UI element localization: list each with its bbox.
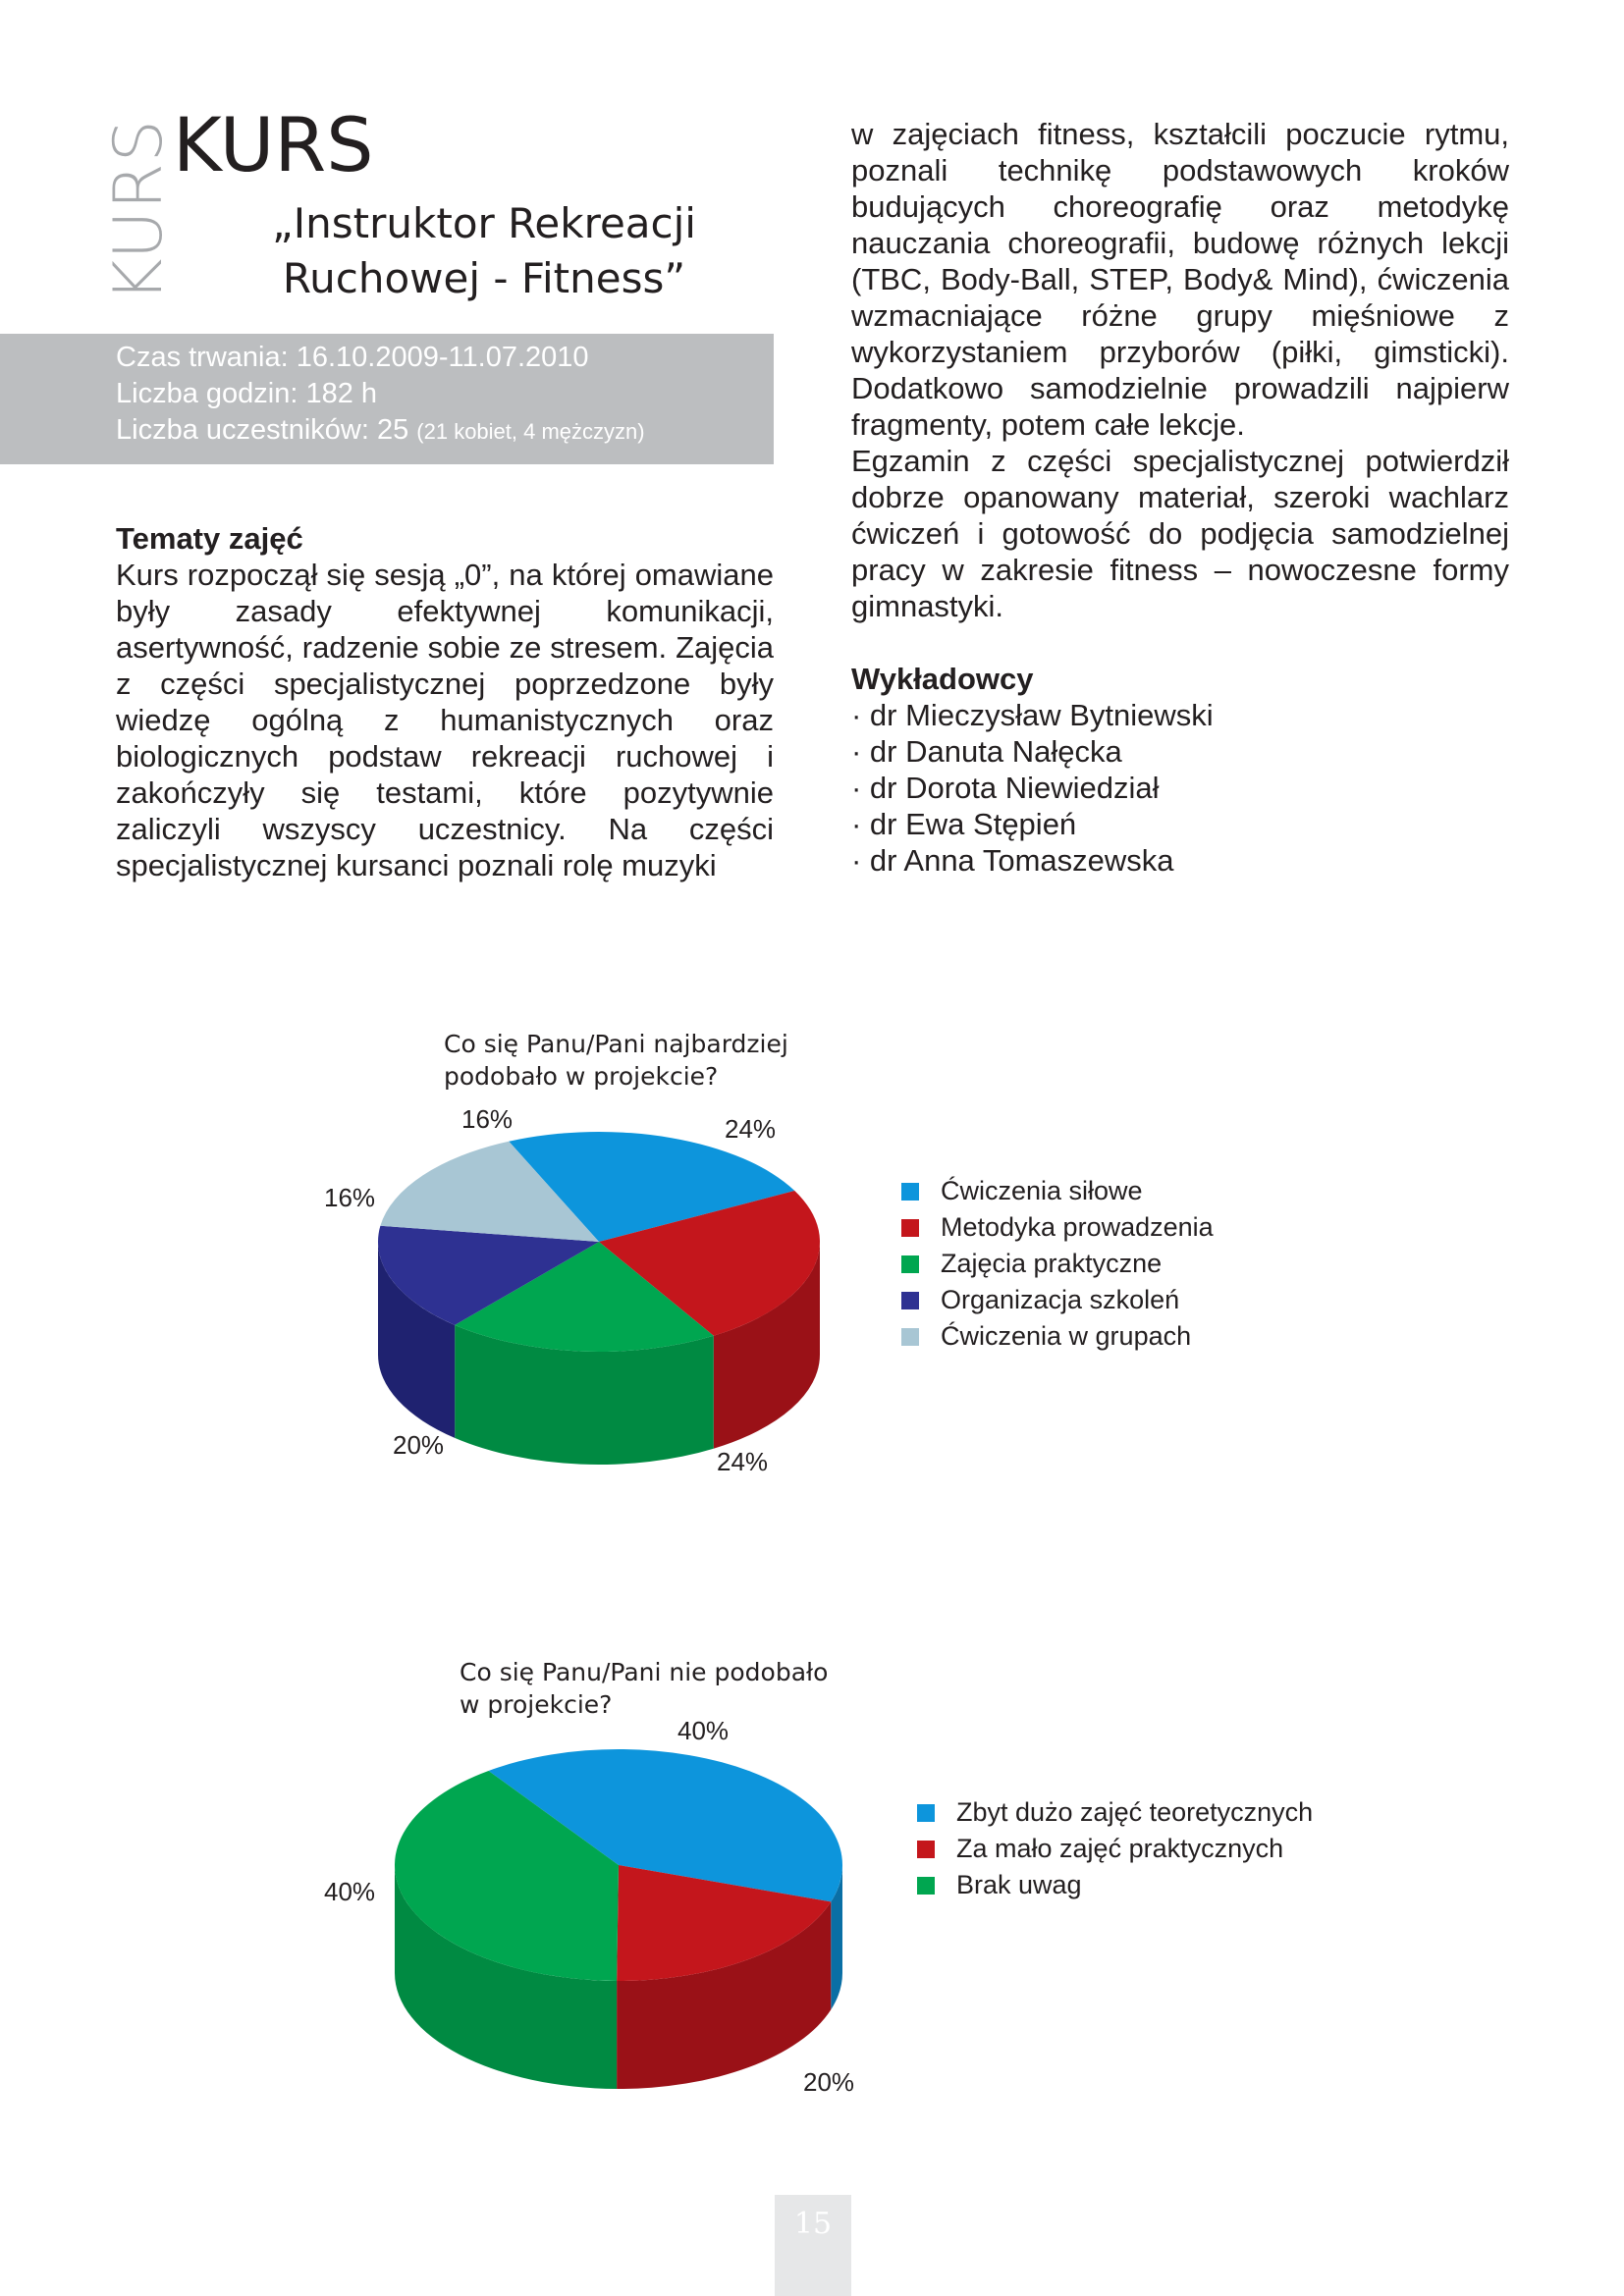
legend-item: [917, 1867, 1313, 1903]
chart2-title-line2: w projekcie?: [460, 1690, 613, 1719]
legend-label: Zbyt dużo zajęć teoretycznych: [956, 1797, 1314, 1827]
legend-swatch: [917, 1841, 935, 1858]
topics-text-right: w zajęciach fitness, kształcili poczucie rytmu, poznali technikę podstawowych kroków budujących choreografię oraz metodykę nauczania choreografii, budowę różnych lekcji (TBC, Body-Ball, STEP, Body& Mind), ćwiczenia wzmacniające różne grupy mięśniowe z wykorzystaniem przyborów (piłki, gimsticki). Dodatkowo samodzielnie prowadzili najpierw fragmenty, potem całe lekcje.: [851, 117, 1509, 442]
legend-label: Ćwiczenia siłowe: [941, 1176, 1143, 1205]
course-info-box: [0, 334, 774, 464]
chart1-label-grupy: 16%: [461, 1104, 514, 1134]
page-number: 15: [775, 2195, 851, 2296]
lecturer-item: · dr Mieczysław Bytniewski: [851, 698, 1214, 732]
legend-label: Zajęcia praktyczne: [941, 1249, 1163, 1278]
topics-heading: Tematy zajęć: [116, 521, 303, 556]
chart2-label-brak-uwag: 40%: [324, 1877, 376, 1906]
chart2-title-line1: Co się Panu/Pani nie podobało: [460, 1658, 829, 1686]
legend-label: Brak uwag: [956, 1870, 1082, 1899]
chart2-label-praktyczne: 20%: [803, 2067, 855, 2097]
section-title: KURS: [173, 101, 374, 188]
legend-label: Za mało zajęć praktycznych: [956, 1834, 1284, 1863]
chart1-title-line1: Co się Panu/Pani najbardziej: [444, 1030, 788, 1058]
legend-label: Organizacja szkoleń: [941, 1285, 1180, 1314]
topics-text-left: Kurs rozpoczął się sesją „0”, na której omawiane były zasady efektywnej komunikacji, asertywność, radzenie sobie ze stresem. Zajęcia z części specjalistycznej poprzedzone były wiedzę ogólną z humanistycznych oraz biologicznych podstaw rekreacji ruchowej i zakończyły się testami, które pozytywnie zaliczyli wszyscy uczestnicy. Na części specjalistycznej kursanci poznali rolę muzyki: [116, 558, 774, 882]
legend-swatch: [901, 1328, 919, 1346]
right-text-column: [851, 116, 1509, 879]
lecturer-item: · dr Ewa Stępień: [851, 807, 1077, 841]
course-title-line2: Ruchowej - Fitness”: [282, 254, 686, 302]
legend-item: [901, 1209, 1214, 1246]
legend-label: Metodyka prowadzenia: [941, 1212, 1214, 1242]
left-text-column: [116, 520, 774, 883]
legend-swatch: [901, 1255, 919, 1273]
legend-item: [901, 1282, 1214, 1318]
participants-detail: (21 kobiet, 4 mężczyzn): [416, 419, 645, 444]
chart1-label-silowe: 24%: [725, 1114, 777, 1144]
legend-item: [917, 1794, 1313, 1831]
course-hours: Liczba godzin: 182 h: [116, 378, 378, 409]
vertical-section-label: KURS: [100, 119, 178, 302]
exam-text: Egzamin z części specjalistycznej potwierdził dobrze opanowany materiał, szeroki wachlarz ćwiczeń i gotowość do podjęcia samodzielnej pracy w zakresie fitness – nowoczesne formy gimnastyki.: [851, 444, 1509, 623]
chart1-label-metodyka: 24%: [717, 1447, 769, 1476]
legend-item: [901, 1318, 1214, 1355]
legend-swatch: [917, 1804, 935, 1822]
course-title-line1: „Instruktor Rekreacji: [272, 199, 696, 247]
lecturer-item: · dr Dorota Niewiedział: [851, 771, 1160, 805]
chart2-title: [460, 1656, 828, 1721]
chart1-label-praktyczne: 20%: [393, 1430, 445, 1460]
legend-swatch: [901, 1219, 919, 1237]
legend-label: Ćwiczenia w grupach: [941, 1321, 1192, 1351]
legend-swatch: [917, 1877, 935, 1895]
chart1-title-line2: podobało w projekcie?: [444, 1062, 719, 1091]
lecturer-item: · dr Anna Tomaszewska: [851, 843, 1174, 878]
lecturers-heading: Wykładowcy: [851, 662, 1034, 696]
course-participants: [116, 412, 774, 450]
chart2-legend: [917, 1794, 1313, 1903]
chart1-title: [444, 1028, 788, 1093]
chart1-legend: [901, 1173, 1214, 1355]
lecturer-item: · dr Danuta Nałęcka: [851, 734, 1122, 769]
legend-item: [901, 1246, 1214, 1282]
chart1-label-organizacja: 16%: [324, 1183, 376, 1212]
legend-swatch: [901, 1183, 919, 1201]
legend-item: [917, 1831, 1313, 1867]
participants-count: Liczba uczestników: 25: [116, 414, 409, 446]
lecturers-list: [851, 697, 1509, 879]
course-title: [253, 196, 715, 306]
chart2-label-teoretyczne: 40%: [677, 1716, 730, 1745]
chart2-pie: [383, 1747, 854, 2110]
course-duration: Czas trwania: 16.10.2009-11.07.2010: [116, 342, 589, 373]
legend-item: [901, 1173, 1214, 1209]
legend-swatch: [901, 1292, 919, 1309]
